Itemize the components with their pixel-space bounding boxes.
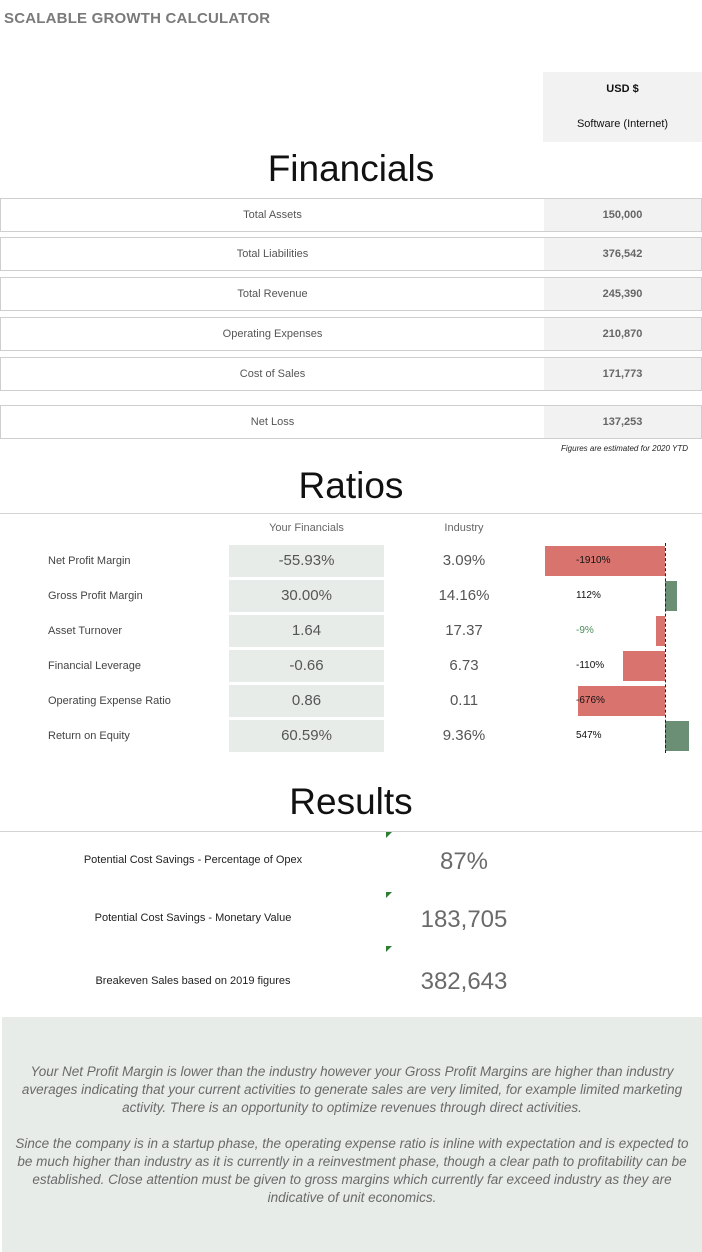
ratio-your-value: -55.93% [229,545,384,577]
analysis-summary [2,1017,702,1252]
financial-label: Total Revenue [237,288,308,300]
financial-value-input[interactable]: 210,870 [544,318,701,350]
summary-paragraph: Your Net Profit Margin is lower than the industry however your Gross Profit Margins are higher than industry averages indicating that your current activities to generate sales are very limited, for example limited marketing activity. There is an opportunity to optimize revenues through direct activities. [21,1064,683,1115]
app-title: SCALABLE GROWTH CALCULATOR [4,10,271,27]
result-row-breakeven-sales [0,944,702,1004]
ratio-row-gross-profit-margin [0,580,702,612]
ratio-row-net-profit-margin [0,545,702,577]
result-row-cost-savings-monetary [0,890,702,948]
variance-bar [656,616,665,646]
financial-row-operating-expenses [0,317,702,351]
variance-label: -9% [576,625,594,636]
variance-zero-axis [665,543,666,753]
settings-panel [543,72,702,142]
ratio-industry-value: 6.73 [449,657,479,674]
ratio-label: Return on Equity [48,730,130,742]
ratio-label: Asset Turnover [48,625,122,637]
financial-label: Total Liabilities [236,248,309,260]
result-value: 87% [439,848,489,875]
ratio-your-value: 60.59% [229,720,384,752]
column-header-your-financials: Your Financials [269,522,344,534]
result-row-cost-savings-percent [0,832,702,890]
ratio-label: Net Profit Margin [48,555,131,567]
ratio-industry-value: 17.37 [445,622,483,639]
financial-row-total-revenue [0,277,702,311]
industry-select[interactable]: Software (Internet) [576,118,669,130]
financial-row-cost-of-sales [0,357,702,391]
result-label: Potential Cost Savings - Percentage of Opex [83,854,303,866]
results-heading: Results [289,781,413,822]
ratio-label: Financial Leverage [48,660,141,672]
variance-label: -110% [576,660,605,671]
ratios-heading: Ratios [298,465,404,506]
estimate-note: Figures are estimated for 2020 YTD [561,444,689,453]
financial-row-net-loss [0,405,702,439]
result-value: 183,705 [420,906,508,933]
result-value: 382,643 [420,968,508,995]
ratio-label: Gross Profit Margin [48,590,143,602]
ratio-row-return-on-equity [0,720,702,752]
financial-row-total-assets [0,198,702,232]
ratio-your-value: 1.64 [229,615,384,647]
ratio-your-value: 0.86 [229,685,384,717]
variance-label: -1910% [576,555,611,566]
ratio-industry-value: 9.36% [442,727,486,744]
ratio-label: Operating Expense Ratio [48,695,171,707]
comment-indicator-icon [386,892,392,898]
financials-heading: Financials [267,148,435,189]
result-label: Breakeven Sales based on 2019 figures [95,975,291,987]
comment-indicator-icon [386,946,392,952]
ratio-industry-value: 14.16% [438,587,490,604]
financial-label: Net Loss [250,416,295,428]
variance-label: 112% [576,590,601,601]
variance-bar [623,651,665,681]
financial-value-input[interactable]: 171,773 [544,358,701,390]
financial-value: 137,253 [544,406,701,438]
ratio-industry-value: 0.11 [449,692,479,709]
column-header-industry: Industry [444,522,484,534]
ratio-your-value: 30.00% [229,580,384,612]
variance-label: 547% [576,730,602,741]
variance-label: -676% [576,695,605,706]
financial-label: Operating Expenses [222,328,323,340]
financial-value-input[interactable]: 245,390 [544,278,701,310]
ratio-row-operating-expense-ratio [0,685,702,717]
ratio-row-asset-turnover [0,615,702,647]
financial-label: Cost of Sales [239,368,306,380]
ratio-row-financial-leverage [0,650,702,682]
financial-label: Total Assets [243,209,302,221]
summary-paragraph: Since the company is in a startup phase, the operating expense ratio is inline with expectation and is expected to be much higher than industry as it is currently in a reinvestment phase, though a clear path to profitability can be established. Close attention must be given to gross margins which currently far exceed industry as they are indicative of unit economics. [15,1136,689,1205]
ratios-divider [0,513,702,514]
ratio-industry-value: 3.09% [442,552,486,569]
currency-select[interactable]: USD $ [606,83,639,95]
financial-row-total-liabilities [0,237,702,271]
comment-indicator-icon [386,832,392,838]
financial-value-input[interactable]: 376,542 [544,238,701,270]
variance-bar [665,581,677,611]
ratio-your-value: -0.66 [229,650,384,682]
variance-bar [665,721,689,751]
financial-value-input[interactable]: 150,000 [544,199,701,231]
result-label: Potential Cost Savings - Monetary Value [94,912,292,924]
